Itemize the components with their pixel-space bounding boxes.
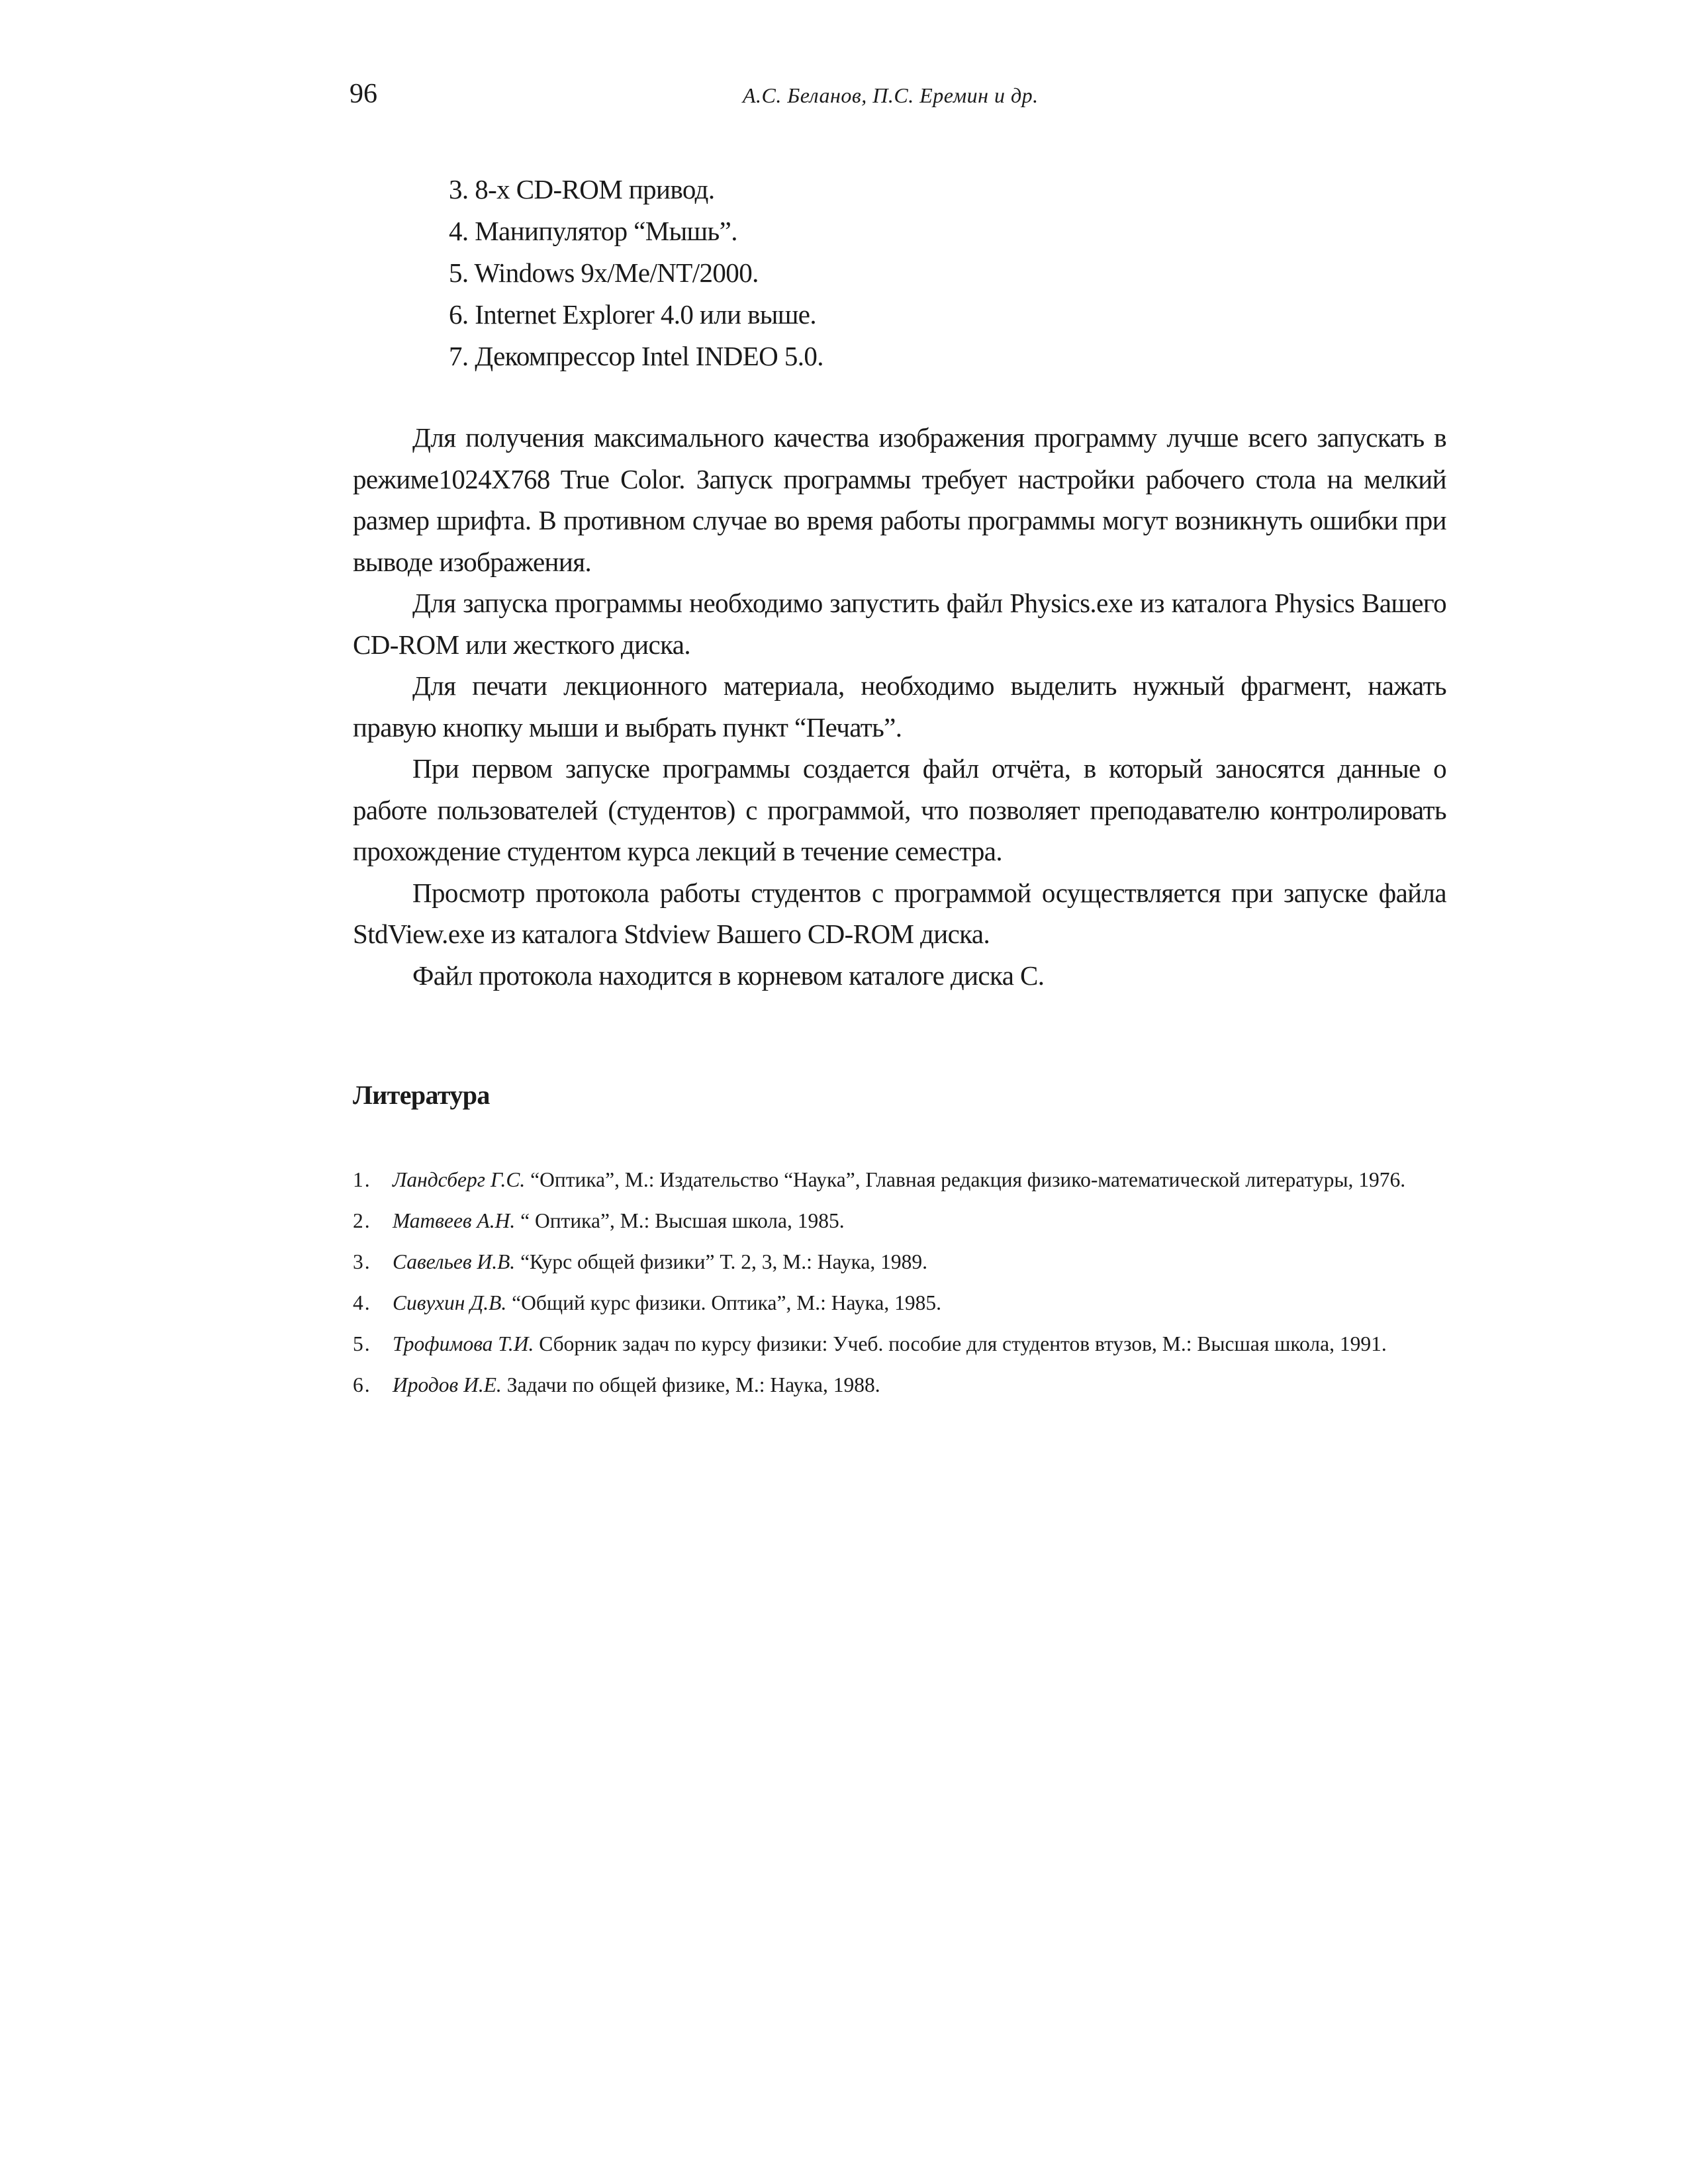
reference-author: Иродов И.Е. (393, 1373, 502, 1396)
system-requirements-list (449, 169, 823, 377)
reference-text: “Курс общей физики” Т. 2, 3, М.: Наука, 1989. (520, 1250, 928, 1273)
reference-author: Сивухин Д.В. (393, 1291, 507, 1314)
reference-text: “Общий курс физики. Оптика”, М.: Наука, 1985. (512, 1291, 942, 1314)
reference-author: Матвеев А.Н. (393, 1209, 516, 1232)
requirement-item: 6. Internet Explorer 4.0 или выше. (449, 299, 817, 330)
paragraph-protocol-location: Файл протокола находится в корневом каталоге диска С. (412, 960, 1045, 991)
requirement-item: 3. 8-х CD-ROM привод. (449, 174, 715, 205)
paragraph-display-mode: Для получения максимального качества изображения программу лучше всего запускать в режиме1024X768 True Color. Запуск программы требует настройки рабочего стола на мелкий размер шрифта. В противном случае во время работы программы могут возникнуть ошибки при выводе изображения. (353, 422, 1446, 577)
requirement-item: 7. Декомпрессор Intel INDEO 5.0. (449, 341, 823, 371)
paragraph-report-file: При первом запуске программы создается файл отчёта, в который заносятся данные о работе пользователей (студентов) с программой, что позволяет преподавателю контролировать прохождение студентом курса лекций в течение семестра. (353, 753, 1446, 866)
reference-number: 3. (353, 1250, 371, 1273)
reference-number: 1. (353, 1168, 371, 1191)
reference-author: Ландсберг Г.С. (393, 1168, 526, 1191)
requirement-item: 4. Манипулятор “Мышь”. (449, 216, 737, 246)
paragraph-protocol-view: Просмотр протокола работы студентов с программой осуществляется при запуске файла StdView.exe из каталога Stdview Вашего CD-ROM диска. (353, 877, 1446, 949)
reference-item (353, 1160, 1446, 1201)
reference-text: “ Оптика”, М.: Высшая школа, 1985. (520, 1209, 845, 1232)
running-head: А.С. Беланов, П.С. Еремин и др. (743, 83, 1039, 107)
reference-item (353, 1283, 1446, 1324)
reference-number: 4. (353, 1291, 371, 1314)
reference-item (353, 1201, 1446, 1242)
body-text (353, 417, 1446, 996)
paragraph-launch: Для запуска программы необходимо запустить файл Physics.exe из каталога Physics Вашего CD-ROM или жесткого диска. (353, 588, 1446, 660)
reference-item (353, 1242, 1446, 1283)
reference-number: 5. (353, 1332, 371, 1355)
reference-item (353, 1324, 1446, 1365)
reference-text: Сборник задач по курсу физики: Учеб. пособие для студентов втузов, М.: Высшая школа, 1991. (539, 1332, 1387, 1355)
reference-author: Трофимова Т.И. (393, 1332, 534, 1355)
reference-number: 6. (353, 1373, 371, 1396)
literature-heading: Литература (353, 1080, 490, 1110)
reference-item (353, 1365, 1446, 1406)
requirement-item: 5. Windows 9x/Me/NT/2000. (449, 257, 759, 288)
reference-number: 2. (353, 1209, 371, 1232)
reference-list (353, 1160, 1446, 1406)
reference-author: Савельев И.В. (393, 1250, 516, 1273)
reference-text: “Оптика”, М.: Издательство “Наука”, Главная редакция физико-математической литературы, 1976. (530, 1168, 1406, 1191)
reference-text: Задачи по общей физике, М.: Наука, 1988. (506, 1373, 880, 1396)
paragraph-printing: Для печати лекционного материала, необходимо выделить нужный фрагмент, нажать правую кнопку мыши и выбрать пункт “Печать”. (353, 670, 1446, 743)
page-number: 96 (350, 79, 377, 109)
